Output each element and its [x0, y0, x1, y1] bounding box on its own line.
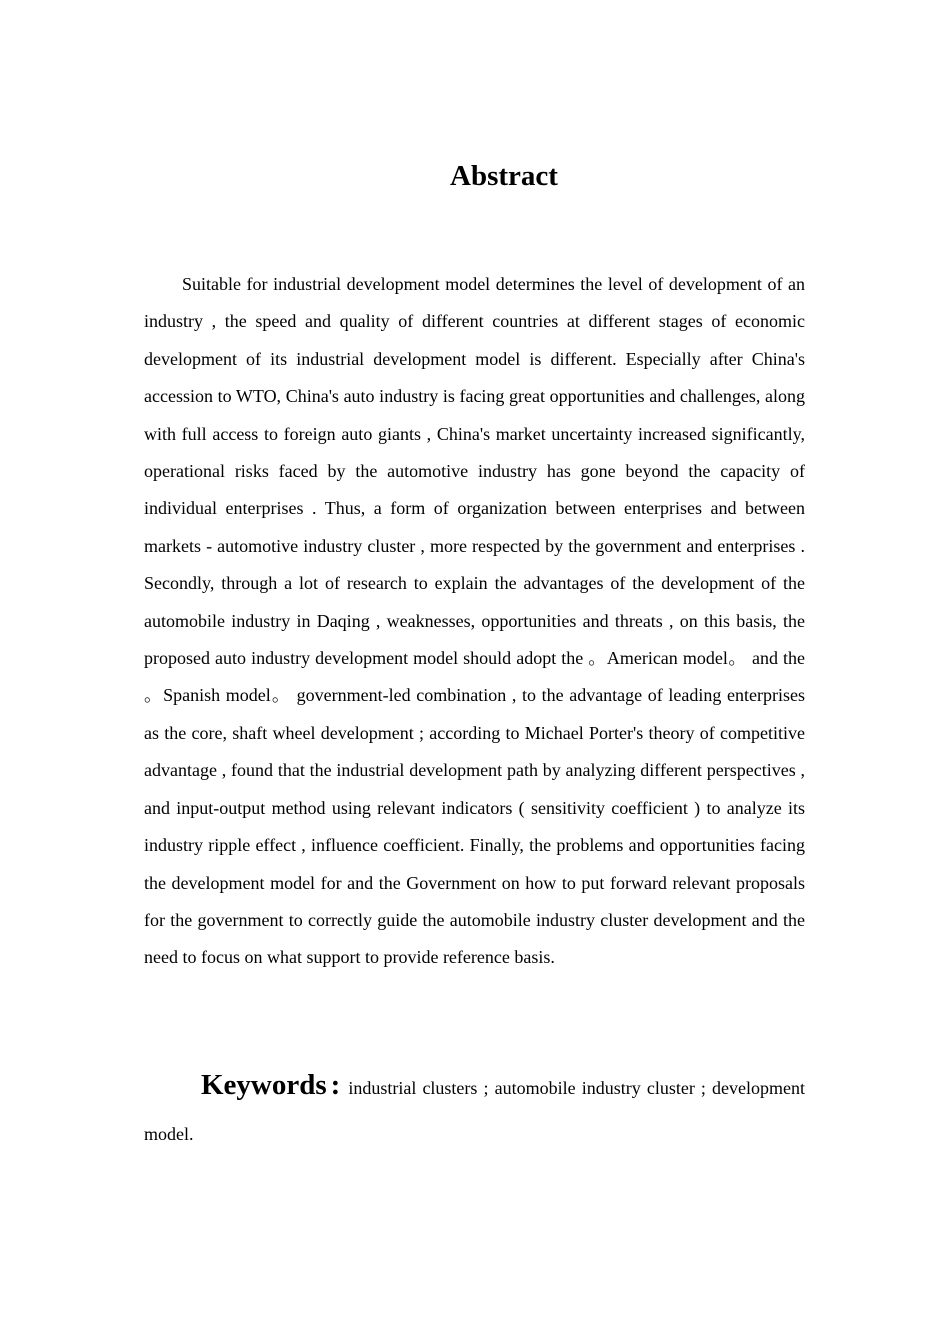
keywords-text: industrial clusters ; automobile industry cluster ; development model.	[144, 1078, 805, 1144]
abstract-body-paragraph: Suitable for industrial development model determines the level of development of an industry , the speed and quality of different countries at different stages of economic development of its industrial development model is different. Especially after China's accession to WTO, China's auto industry is facing great opportunities and challenges, along with full access to foreign auto giants , China's market uncertainty increased significantly, operational risks faced by the automotive industry has gone beyond the capacity of individual enterprises . Thus, a form of organization between enterprises and between markets - automotive industry cluster , more respected by the government and enterprises . Secondly, through a lot of research to explain the advantages of the development of the automobile industry in Daqing , weaknesses, opportunities and threats , on this basis, the proposed auto industry development model should adopt the 。American model。 and the 。Spanish model。 government-led combination , to the advantage of leading enterprises as the core, shaft wheel development ; according to Michael Porter's theory of competitive advantage , found that the industrial development path by analyzing different perspectives , and input-output method using relevant indicators ( sensitivity coefficient ) to analyze its industry ripple effect , influence coefficient. Finally, the problems and opportunities facing the development model for and the Government on how to put forward relevant proposals for the government to correctly guide the automobile industry cluster development and the need to focus on what support to provide reference basis.	[144, 274, 805, 968]
keywords-colon: :	[330, 1069, 341, 1101]
abstract-title: Abstract	[450, 160, 558, 192]
keywords-paragraph	[144, 1062, 805, 1157]
keywords-label: Keywords	[201, 1069, 327, 1101]
